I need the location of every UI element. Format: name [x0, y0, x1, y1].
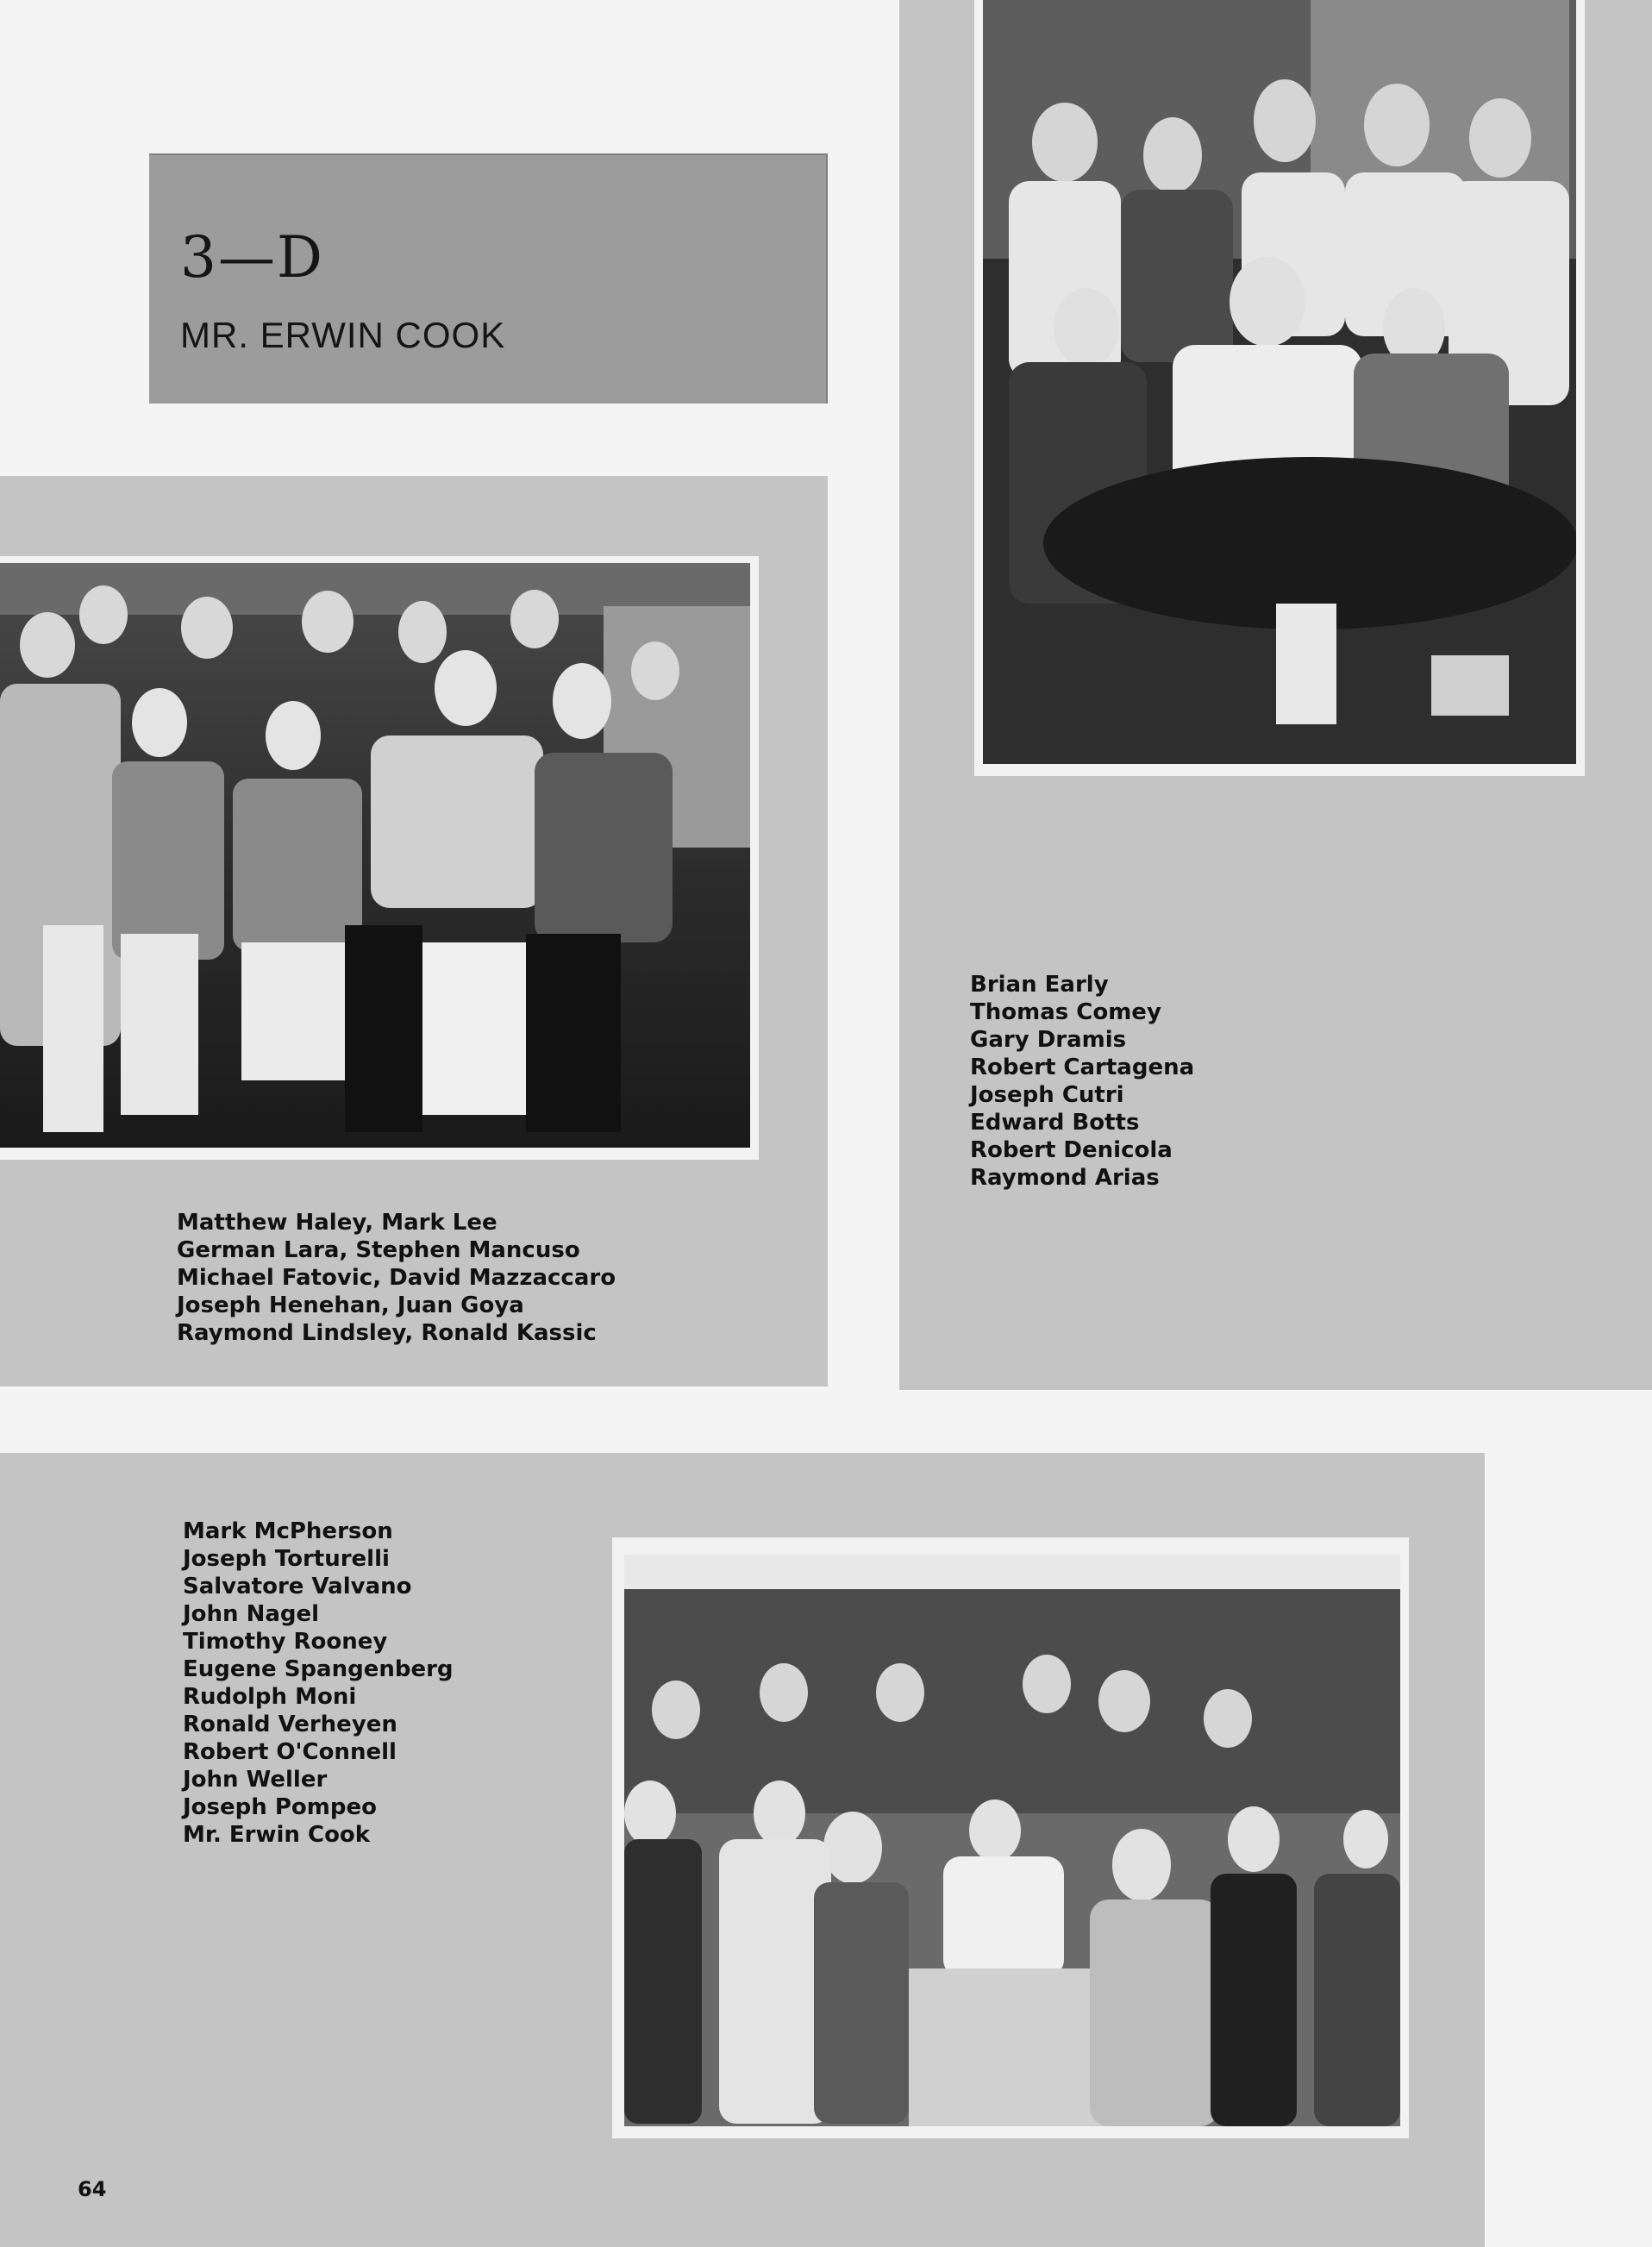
name-line: Ronald Verheyen [183, 1712, 397, 1737]
name-line: Raymond Lindsley, Ronald Kassic [177, 1320, 597, 1346]
name-line: Gary Dramis [970, 1027, 1127, 1053]
class-code: 3—D [180, 224, 324, 291]
name-line: German Lara, Stephen Mancuso [177, 1237, 580, 1263]
name-line: Rudolph Moni [183, 1684, 357, 1710]
names-left [177, 1209, 616, 1347]
group-photo-bottom [612, 1537, 1409, 2138]
name-line: Salvatore Valvano [183, 1574, 412, 1599]
name-line: Matthew Haley, Mark Lee [177, 1210, 497, 1236]
name-line: Robert O'Connell [183, 1739, 397, 1765]
name-line: Robert Denicola [970, 1137, 1173, 1163]
name-line: Edward Botts [970, 1110, 1140, 1136]
group-photo-left-image [0, 563, 750, 1148]
names-right [970, 971, 1194, 1192]
name-line: Joseph Cutri [970, 1082, 1124, 1108]
name-line: Robert Cartagena [970, 1055, 1195, 1080]
class-title-box [149, 153, 828, 404]
page-number: 64 [78, 2177, 107, 2201]
name-line: Michael Fatovic, David Mazzaccaro [177, 1265, 616, 1291]
name-line: John Weller [183, 1767, 328, 1793]
names-bottom [183, 1518, 454, 1849]
name-line: Brian Early [970, 972, 1109, 998]
name-line: Joseph Pompeo [183, 1794, 377, 1820]
group-photo-right-image [983, 0, 1576, 764]
name-line: Joseph Henehan, Juan Goya [177, 1292, 524, 1318]
name-line: Raymond Arias [970, 1165, 1160, 1191]
name-line: Timothy Rooney [183, 1629, 388, 1655]
name-line: Thomas Comey [970, 999, 1161, 1025]
group-photo-right [974, 0, 1585, 776]
name-line: Joseph Torturelli [183, 1546, 390, 1572]
group-photo-left [0, 556, 759, 1160]
name-line: Mr. Erwin Cook [183, 1822, 371, 1848]
name-line: Mark McPherson [183, 1518, 393, 1544]
name-line: John Nagel [183, 1601, 320, 1627]
group-photo-bottom-image [624, 1555, 1400, 2126]
name-line: Eugene Spangenberg [183, 1656, 454, 1682]
teacher-name: MR. ERWIN COOK [180, 315, 506, 355]
